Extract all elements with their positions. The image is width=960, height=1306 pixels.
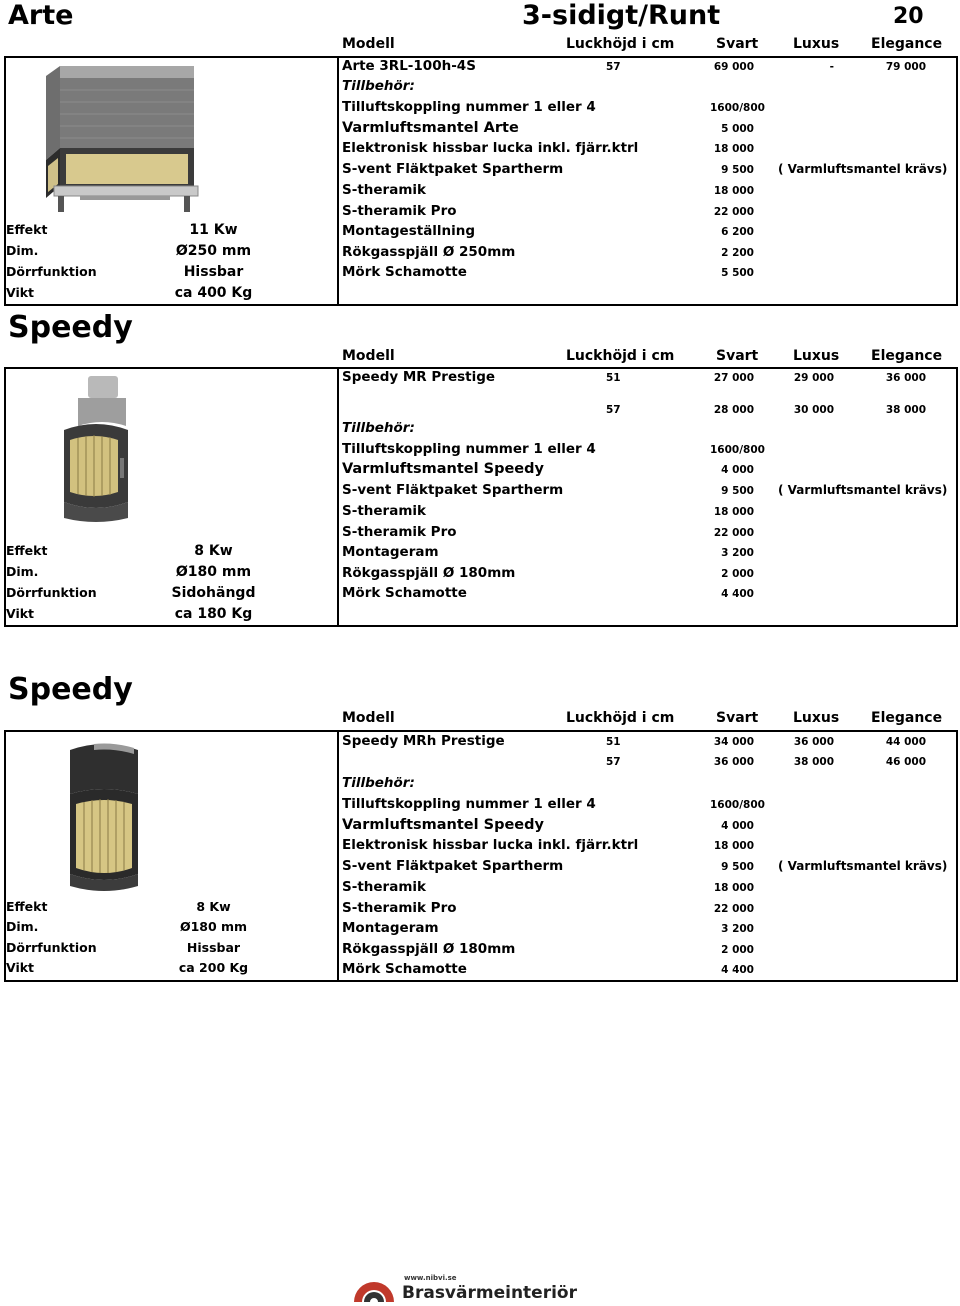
spec-value: ca 400 Kg (174, 285, 253, 301)
col-header-model: Modell (342, 36, 395, 52)
spec-label: Effekt (6, 543, 48, 558)
spec-value: ca 200 Kg (178, 960, 249, 975)
spec-label: Dim. (6, 243, 39, 258)
table-row (340, 58, 940, 78)
list-item: S-theramik 18 000 (342, 182, 754, 198)
col-header-height: Luckhöjd i cm (566, 710, 675, 726)
model-height: 57 (606, 756, 621, 768)
spec-value: Ø250 mm (175, 243, 252, 259)
price-luxus: - (829, 61, 834, 73)
list-item: S-theramik 18 000 (342, 879, 754, 895)
speedy-mr-fireplace-image (56, 374, 136, 524)
col-header-model: Modell (342, 710, 395, 726)
spec-vikt (6, 285, 336, 305)
spec-label: Dörrfunktion (6, 585, 97, 600)
price-luxus: 29 000 (793, 372, 834, 384)
spec-effekt (6, 899, 336, 919)
model-height: 57 (606, 61, 621, 73)
spec-door (6, 940, 336, 960)
spec-label: Vikt (6, 285, 35, 300)
table-row (340, 733, 940, 753)
model-name: Arte 3RL-100h-4S (342, 58, 476, 74)
spec-door (6, 585, 336, 605)
list-item: Mörk Schamotte 4 400 (342, 585, 754, 601)
section-heading-speedy: Speedy (8, 310, 133, 345)
model-height: 51 (606, 736, 621, 748)
spec-value: Ø180 mm (179, 919, 248, 934)
accessories-title: Tillbehör: (342, 420, 415, 436)
list-item: S-vent Fläktpaket Spartherm 9 500 ( Varmluftsmantel krävs) (342, 858, 948, 874)
divider (337, 730, 339, 982)
section-heading-arte: Arte (8, 0, 74, 31)
spec-door (6, 264, 336, 284)
col-header-height: Luckhöjd i cm (566, 348, 675, 364)
spec-label: Vikt (6, 606, 35, 621)
spec-value: Hissbar (183, 264, 244, 280)
spec-label: Dim. (6, 919, 39, 934)
table-row (340, 401, 940, 421)
price-svart: 69 000 (713, 61, 754, 73)
model-height: 51 (606, 372, 621, 384)
spec-label: Dim. (6, 564, 39, 579)
list-item: Montageställning 6 200 (342, 223, 754, 239)
spec-value: Sidohängd (171, 585, 256, 601)
list-item: Tilluftskoppling nummer 1 eller 4 1600/800 (342, 796, 765, 812)
col-header-svart: Svart (716, 36, 759, 52)
col-header-svart: Svart (716, 710, 759, 726)
price-luxus: 30 000 (793, 404, 834, 416)
price-luxus: 36 000 (793, 736, 834, 748)
list-item: Mörk Schamotte 4 400 (342, 961, 754, 977)
spec-value: ca 180 Kg (174, 606, 253, 622)
spec-label: Effekt (6, 899, 48, 914)
footer-url: www.nibvi.se (404, 1274, 457, 1282)
table-row (340, 753, 940, 773)
spec-label: Effekt (6, 222, 48, 237)
list-item: Mörk Schamotte 5 500 (342, 264, 754, 280)
col-header-elegance: Elegance (871, 36, 943, 52)
list-item: Elektronisk hissbar lucka inkl. fjärr.ktrl 18 000 (342, 837, 754, 853)
spec-value: 11 Kw (189, 222, 238, 238)
arte-fireplace-image (40, 62, 200, 216)
price-elegance: 36 000 (885, 372, 926, 384)
list-item: Montageram 3 200 (342, 920, 754, 936)
spec-value: Hissbar (186, 940, 241, 955)
price-svart: 34 000 (713, 736, 754, 748)
page-title: 3-sidigt/Runt (522, 0, 721, 31)
model-name: Speedy MR Prestige (342, 369, 496, 385)
list-item: S-theramik Pro 22 000 (342, 524, 754, 540)
accessories-title: Tillbehör: (342, 78, 415, 94)
model-height: 57 (606, 404, 621, 416)
col-header-height: Luckhöjd i cm (566, 36, 675, 52)
spec-dim (6, 919, 336, 939)
spec-label: Dörrfunktion (6, 940, 97, 955)
price-svart: 27 000 (713, 372, 754, 384)
col-header-elegance: Elegance (871, 348, 943, 364)
footer-brand: Brasvärmeinteriör (402, 1283, 577, 1303)
price-svart: 28 000 (713, 404, 754, 416)
accessories-title: Tillbehör: (342, 775, 415, 791)
spec-label: Vikt (6, 960, 35, 975)
list-item: Tilluftskoppling nummer 1 eller 4 1600/800 (342, 99, 765, 115)
col-header-model: Modell (342, 348, 395, 364)
divider (337, 367, 339, 627)
spec-value: 8 Kw (194, 543, 233, 559)
col-header-svart: Svart (716, 348, 759, 364)
list-item: Montageram 3 200 (342, 544, 754, 560)
spec-value: Ø180 mm (175, 564, 252, 580)
price-elegance: 44 000 (885, 736, 926, 748)
price-elegance: 38 000 (885, 404, 926, 416)
list-item: S-vent Fläktpaket Spartherm 9 500 ( Varmluftsmantel krävs) (342, 161, 948, 177)
spec-value: 8 Kw (196, 899, 231, 914)
flame-arc-icon (352, 1276, 396, 1302)
col-header-elegance: Elegance (871, 710, 943, 726)
col-header-luxus: Luxus (793, 348, 840, 364)
footer-logo (352, 1272, 592, 1304)
price-elegance: 46 000 (885, 756, 926, 768)
section-heading-speedy: Speedy (8, 672, 133, 707)
list-item: Varmluftsmantel Speedy 4 000 (342, 461, 754, 477)
spec-label: Dörrfunktion (6, 264, 97, 279)
list-item: Varmluftsmantel Speedy 4 000 (342, 817, 754, 833)
spec-vikt (6, 960, 336, 980)
divider (337, 56, 339, 306)
list-item: Rökgasspjäll Ø 180mm 2 000 (342, 941, 754, 957)
spec-vikt (6, 606, 336, 626)
model-name: Speedy MRh Prestige (342, 733, 505, 749)
spec-effekt (6, 222, 336, 242)
col-header-luxus: Luxus (793, 710, 840, 726)
col-header-luxus: Luxus (793, 36, 840, 52)
list-item: Rökgasspjäll Ø 250mm 2 200 (342, 244, 754, 260)
list-item: Rökgasspjäll Ø 180mm 2 000 (342, 565, 754, 581)
list-item: S-theramik 18 000 (342, 503, 754, 519)
speedy-mrh-fireplace-image (64, 740, 144, 892)
page-number: 20 (893, 4, 924, 29)
list-item: Varmluftsmantel Arte 5 000 (342, 120, 754, 136)
list-item: Elektronisk hissbar lucka inkl. fjärr.ktrl 18 000 (342, 140, 754, 156)
spec-effekt (6, 543, 336, 563)
list-item: S-vent Fläktpaket Spartherm 9 500 ( Varmluftsmantel krävs) (342, 482, 948, 498)
table-row (340, 369, 940, 389)
list-item: S-theramik Pro 22 000 (342, 203, 754, 219)
price-luxus: 38 000 (793, 756, 834, 768)
spec-dim (6, 564, 336, 584)
list-item: Tilluftskoppling nummer 1 eller 4 1600/800 (342, 441, 765, 457)
price-elegance: 79 000 (885, 61, 926, 73)
price-svart: 36 000 (713, 756, 754, 768)
spec-dim (6, 243, 336, 263)
list-item: S-theramik Pro 22 000 (342, 900, 754, 916)
